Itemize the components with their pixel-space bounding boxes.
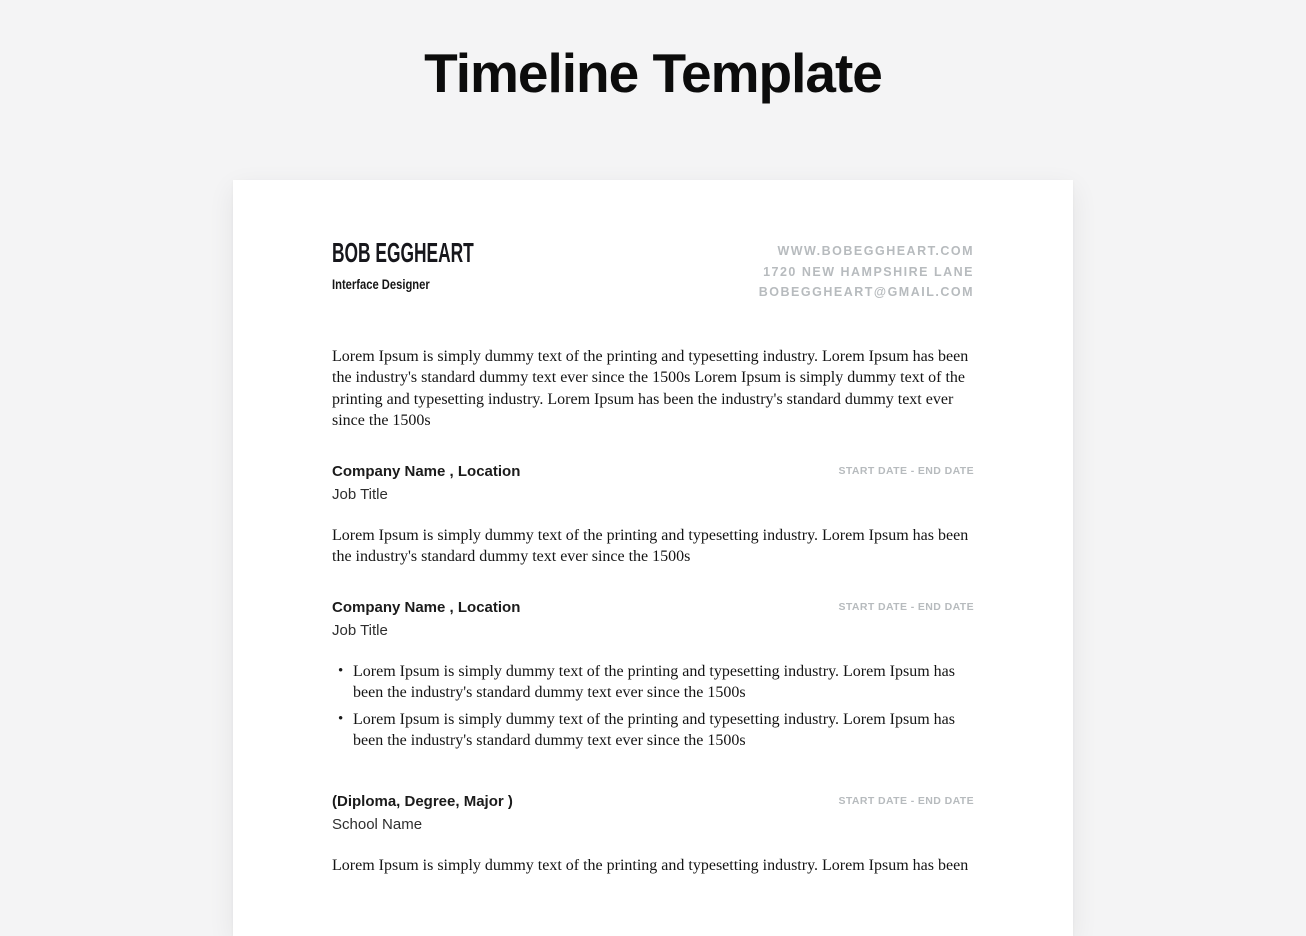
- date-range: START DATE - END DATE: [838, 794, 974, 807]
- page-title: Timeline Template: [424, 42, 882, 104]
- identity-block: [332, 239, 561, 293]
- contact-info: [759, 241, 974, 303]
- contact-website: WWW.BOBEGGHEART.COM: [777, 244, 974, 259]
- company-name: Company Name , Location: [332, 598, 521, 616]
- resume-name-text: BOB EGGHEART: [332, 237, 474, 269]
- job-title: Job Title: [332, 485, 388, 503]
- resume-name: [332, 239, 561, 267]
- entry-head: [332, 598, 974, 640]
- entry-description: Lorem Ipsum is simply dummy text of the printing and typesetting industry. Lorem Ipsum has been the industry's standard dummy text ever since the 1500s: [332, 526, 969, 566]
- resume-role: [332, 276, 561, 293]
- entry-head: [332, 792, 974, 834]
- date-range: START DATE - END DATE: [838, 464, 974, 477]
- entry-titles: [332, 462, 520, 504]
- resume-header: [332, 239, 974, 303]
- entry-head: [332, 462, 974, 504]
- education-description: Lorem Ipsum is simply dummy text of the printing and typesetting industry. Lorem Ipsum has been: [332, 856, 969, 874]
- company-name: Company Name , Location: [332, 462, 521, 480]
- contact-address: 1720 NEW HAMPSHIRE LANE: [763, 264, 974, 279]
- entry-titles: [332, 598, 520, 640]
- bullet-item: • Lorem Ipsum is simply dummy text of the printing and typesetting industry. Lorem Ipsum has been the industry's standard dummy text ever since the 1500s: [332, 661, 974, 704]
- resume-role-text: Interface Designer: [332, 276, 430, 293]
- education-entry: [332, 792, 974, 877]
- resume-card: [233, 180, 1073, 936]
- summary-paragraph: Lorem Ipsum is simply dummy text of the printing and typesetting industry. Lorem Ipsum has been the industry's standard dummy text ever since the 1500s Lorem Ipsum is simply dummy text of the printing and typesetting industry. Lorem Ipsum has been the industry's standard dummy text ever since the 1500s: [332, 347, 969, 430]
- bullet-item: • Lorem Ipsum is simply dummy text of the printing and typesetting industry. Lorem Ipsum has been the industry's standard dummy text ever since the 1500s: [332, 709, 974, 752]
- bullet-list: [332, 661, 974, 752]
- contact-email: BOBEGGHEART@GMAIL.COM: [758, 285, 974, 300]
- experience-entry-1: [332, 462, 974, 568]
- entry-titles: [332, 792, 513, 834]
- page: [0, 42, 1306, 914]
- date-range: START DATE - END DATE: [838, 600, 974, 613]
- job-title: Job Title: [332, 621, 388, 639]
- degree-title: (Diploma, Degree, Major ): [332, 792, 513, 810]
- experience-entry-2: [332, 598, 974, 752]
- school-name: School Name: [332, 815, 423, 833]
